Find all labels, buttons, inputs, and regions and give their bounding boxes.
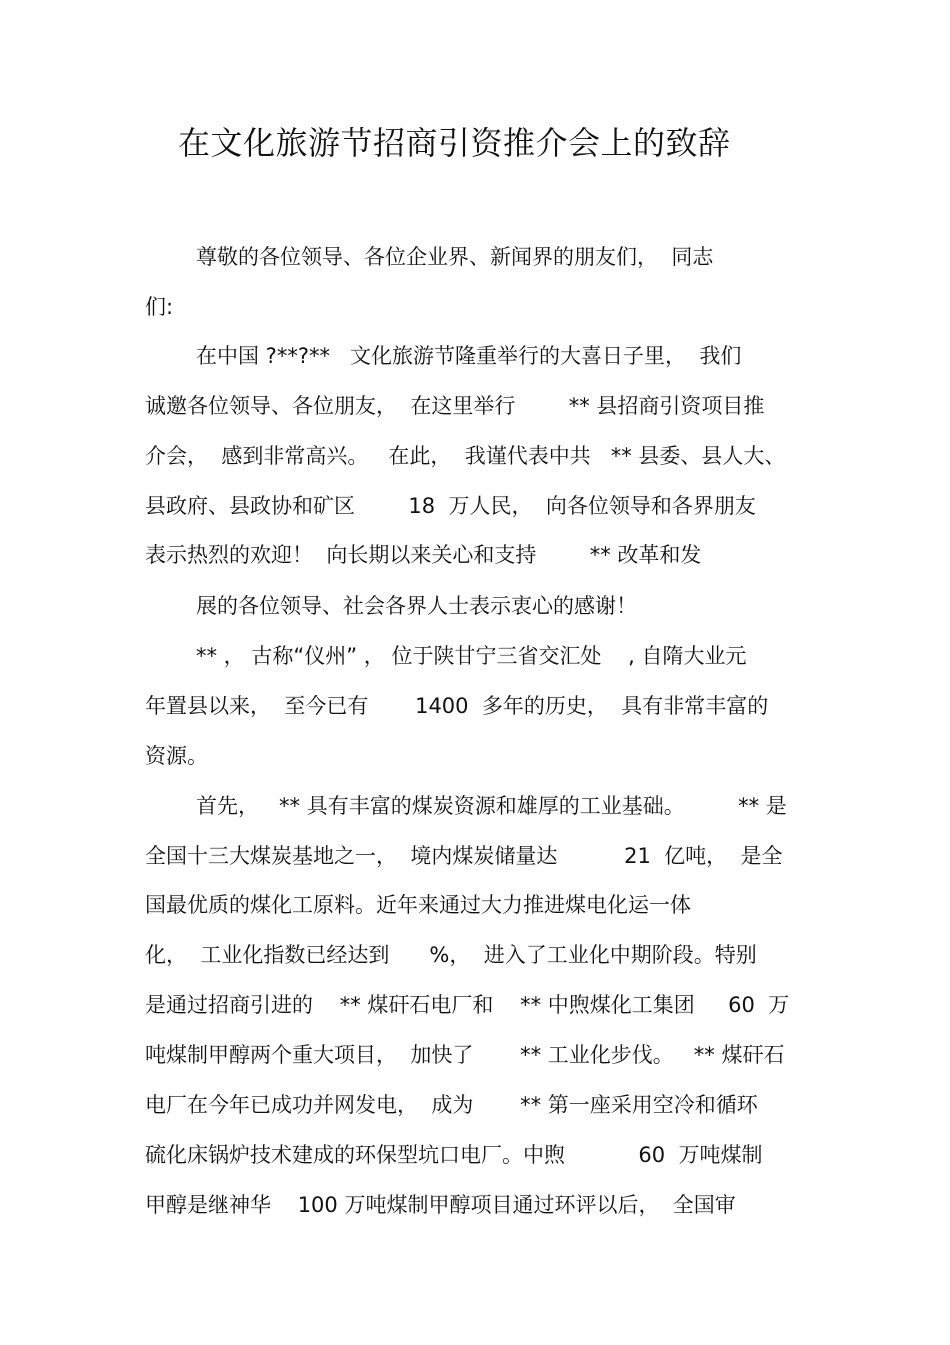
page-title: 在文化旅游节招商引资推介会上的致辞 [178,124,731,162]
text-line: 表示热烈的欢迎！ 向长期以来关心和支持 ** 改革和发 [145,543,702,567]
text-line: 资源。 [145,744,208,768]
text-line: 硫化床锅炉技术建成的环保型坑口电厂。中煦 60 万吨煤制 [145,1143,763,1167]
text-line: ** ， 古称“仪州” ， 位于陕甘宁三省交汇处 , 自隋大业元 [196,644,747,668]
text-line: 年置县以来， 至今已有 1400 多年的历史， 具有非常丰富的 [145,694,769,718]
text-line: 介会， 感到非常高兴。 在此， 我谨代表中共 ** 县委、县人大、 [145,444,786,468]
text-line: 是通过招商引进的 ** 煤矸石电厂和 ** 中煦煤化工集团 60 万 [145,993,790,1017]
text-line: 展的各位领导、社会各界人士表示衷心的感谢！ [196,594,637,618]
text-line: 诚邀各位领导、各位朋友， 在这里举行 ** 县招商引资项目推 [145,394,765,418]
text-line: 化， 工业化指数已经达到 %， 进入了工业化中期阶段。特别 [145,943,757,967]
text-line: 首先， ** 具有丰富的煤炭资源和雄厚的工业基础。 ** 是 [196,794,787,818]
text-line: 县政府、县政协和矿区 18 万人民， 向各位领导和各界朋友 [145,494,756,518]
text-line: 们: [145,295,174,319]
text-line: 全国十三大煤炭基地之一， 境内煤炭储量达 21 亿吨， 是全 [145,844,783,868]
text-line: 电厂在今年已成功并网发电， 成为 ** 第一座采用空冷和循环 [145,1093,758,1117]
text-line: 在中国 ?**?** 文化旅游节隆重举行的大喜日子里， 我们 [196,344,742,368]
text-line: 吨煤制甲醇两个重大项目， 加快了 ** 工业化步伐。 ** 煤矸石 [145,1043,785,1067]
text-line: 尊敬的各位领导、各位企业界、新闻界的朋友们， 同志 [196,245,714,269]
text-line: 甲醇是继神华 100 万吨煤制甲醇项目通过环评以后， 全国审 [145,1193,736,1217]
text-line: 国最优质的煤化工原料。近年来通过大力推进煤电化运一体 [145,893,691,917]
